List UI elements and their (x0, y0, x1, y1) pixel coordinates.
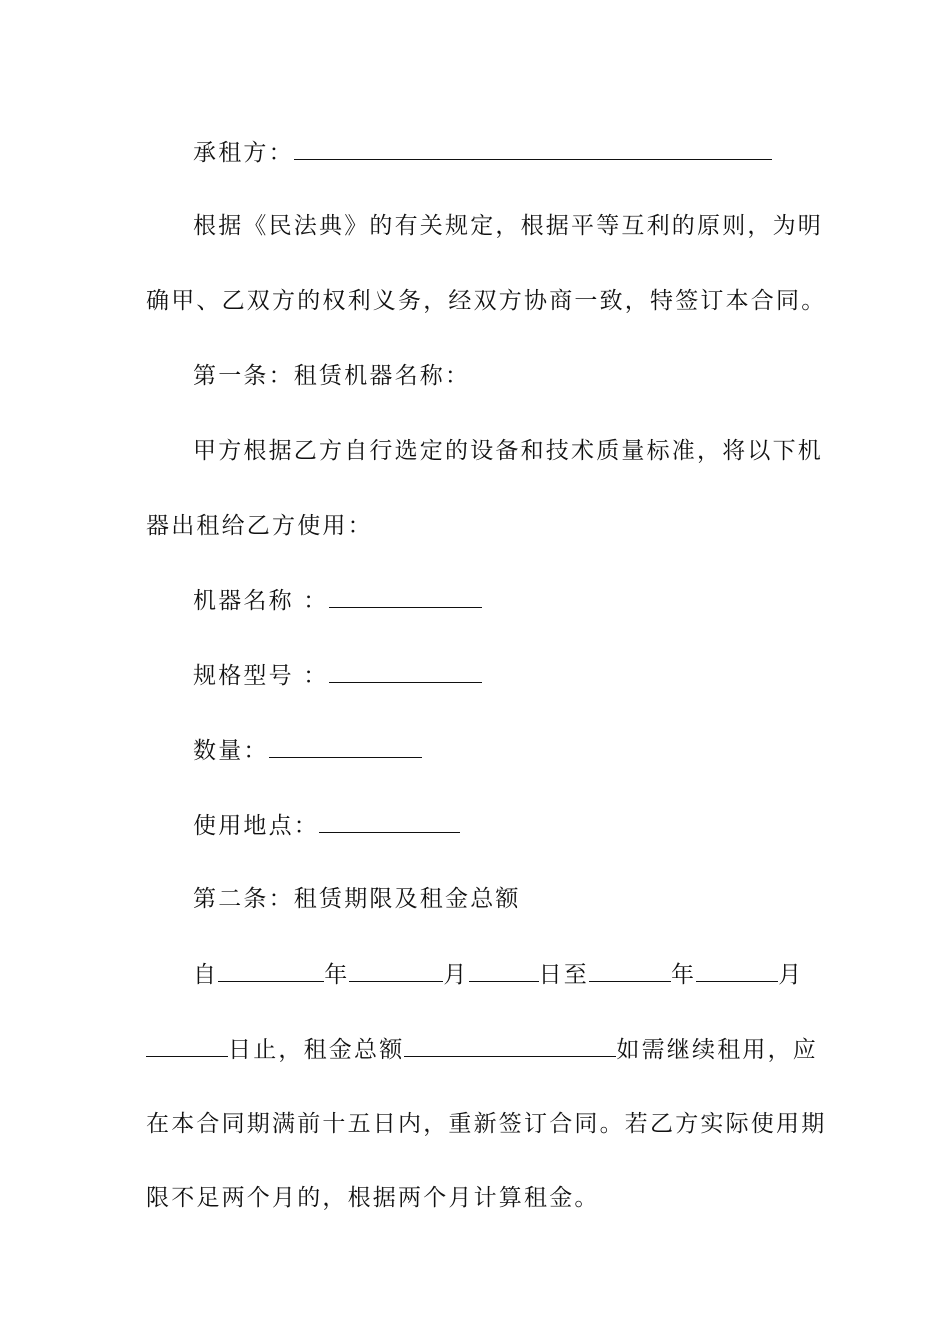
intro-line-2: 确甲、乙双方的权利义务，经双方协商一致，特签订本合同。 (146, 288, 827, 314)
location-label: 使用地点： (193, 813, 319, 839)
article1-body-line-2: 器出租给乙方使用： (146, 513, 373, 539)
model-label: 规格型号 ： (193, 663, 329, 689)
article2-title: 第二条：租赁期限及租金总额 (193, 886, 521, 912)
lease-period-line (146, 959, 863, 990)
end-rent-text: 日止，租金总额 (228, 1037, 405, 1063)
quantity-field (146, 735, 863, 766)
end-year-blank[interactable] (589, 959, 671, 982)
article2-line-4: 限不足两个月的，根据两个月计算租金。 (146, 1185, 600, 1211)
year-text-1: 年 (324, 962, 350, 988)
article1-body-line-1: 甲方根据乙方自行选定的设备和技术质量标准，将以下机 (193, 438, 823, 464)
machine-name-label: 机器名称 ： (193, 588, 329, 614)
machine-name-field (146, 585, 863, 616)
renew-text: 如需继续租用，应 (616, 1037, 819, 1063)
location-field (146, 810, 863, 841)
end-month-blank[interactable] (696, 959, 778, 982)
from-text: 自 (193, 962, 219, 988)
rent-total-blank[interactable] (404, 1034, 616, 1057)
end-day-blank[interactable] (146, 1034, 228, 1057)
year-text-2: 年 (671, 962, 697, 988)
model-blank[interactable] (329, 660, 482, 683)
rent-total-line (146, 1034, 819, 1065)
intro-line-1: 根据《民法典》的有关规定，根据平等互利的原则，为明 (193, 213, 823, 239)
machine-name-blank[interactable] (329, 585, 482, 608)
start-month-blank[interactable] (349, 959, 443, 982)
location-blank[interactable] (319, 810, 460, 833)
article2-line-3: 在本合同期满前十五日内，重新签订合同。若乙方实际使用期 (146, 1111, 827, 1137)
month-text-2: 月 (778, 962, 804, 988)
lessee-label: 承租方： (193, 140, 294, 166)
lessee-line (146, 137, 863, 168)
quantity-blank[interactable] (269, 735, 422, 758)
start-day-blank[interactable] (469, 959, 539, 982)
article1-title: 第一条：租赁机器名称： (193, 363, 471, 389)
model-field (146, 660, 863, 691)
day-to-text: 日至 (538, 962, 590, 988)
lessee-blank[interactable] (294, 137, 772, 160)
quantity-label: 数量： (193, 738, 269, 764)
month-text-1: 月 (443, 962, 469, 988)
start-year-blank[interactable] (218, 959, 324, 982)
